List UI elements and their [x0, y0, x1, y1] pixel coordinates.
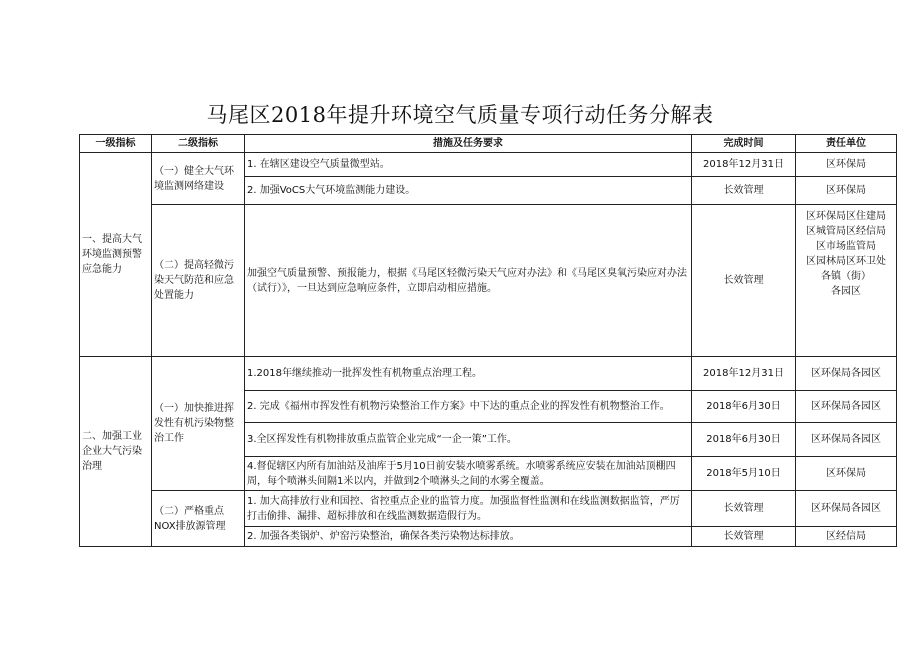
task-cell: 1. 在辖区建设空气质量微型站。: [245, 153, 692, 177]
level2-cell: （二）提高轻微污染天气防范和应急处置能力: [152, 205, 245, 357]
task-cell: 2. 加强VoCS大气环境监测能力建设。: [245, 177, 692, 205]
unit-cell: 区环保局: [796, 177, 897, 205]
level2-cell: （一）健全大气环境监测网络建设: [152, 153, 245, 205]
unit-cell: 区环保局: [796, 153, 897, 177]
unit-line: 区园林局区环卫处: [806, 256, 886, 267]
unit-line: 各园区: [831, 286, 861, 297]
time-cell: 长效管理: [692, 205, 796, 357]
time-cell: 2018年6月30日: [692, 391, 796, 423]
unit-cell: 区环保局: [796, 457, 897, 491]
unit-line: 区环保局区住建局: [806, 211, 886, 222]
header-row: [80, 135, 897, 153]
unit-cell: 区环保局各园区: [796, 491, 897, 527]
time-cell: 长效管理: [692, 177, 796, 205]
header-time: 完成时间: [692, 135, 796, 153]
time-cell: 2018年12月31日: [692, 153, 796, 177]
header-level2: 二级指标: [152, 135, 245, 153]
unit-cell: [796, 205, 897, 357]
task-cell: 加强空气质量预警、预报能力，根据《马尾区轻微污染天气应对办法》和《马尾区臭氧污染应对办法（试行）》，一旦达到应急响应条件，立即启动相应措施。: [245, 205, 692, 357]
header-task: 措施及任务要求: [245, 135, 692, 153]
unit-cell: 区环保局各园区: [796, 423, 897, 457]
task-table: [79, 134, 897, 547]
table-row: [80, 153, 897, 177]
unit-line: 各镇（街）: [821, 271, 871, 282]
time-cell: 长效管理: [692, 527, 796, 547]
header-level1: 一级指标: [80, 135, 152, 153]
time-cell: 2018年6月30日: [692, 423, 796, 457]
level1-cell: 二、加强工业企业大气污染治理: [80, 357, 152, 547]
level2-cell: （一）加快推进挥发性有机污染物整治工作: [152, 357, 245, 491]
task-cell: 1.2018年继续推动一批挥发性有机物重点治理工程。: [245, 357, 692, 391]
task-cell: 1. 加大高排放行业和国控、省控重点企业的监管力度。加强监督性监测和在线监测数据监管，严厉打击偷排、漏排、超标排放和在线监测数据造假行为。: [245, 491, 692, 527]
task-cell: 4.督促辖区内所有加油站及油库于5月10日前安装水喷雾系统。水喷雾系统应安装在加油站顶棚四周，每个喷淋头间隔1米以内，并做到2个喷淋头之间的水雾全覆盖。: [245, 457, 692, 491]
unit-line: 区城管局区经信局: [806, 226, 886, 237]
task-cell: 2. 加强各类锅炉、炉窑污染整治，确保各类污染物达标排放。: [245, 527, 692, 547]
level2-cell: （二）严格重点NOX排放源管理: [152, 491, 245, 547]
task-cell: 3.全区挥发性有机物排放重点监管企业完成“一企一策”工作。: [245, 423, 692, 457]
unit-cell: 区经信局: [796, 527, 897, 547]
unit-line: 区市场监管局: [816, 241, 876, 252]
task-cell: 2. 完成《福州市挥发性有机物污染整治工作方案》中下达的重点企业的挥发性有机物整治工作。: [245, 391, 692, 423]
table-row: [80, 491, 897, 527]
time-cell: 2018年12月31日: [692, 357, 796, 391]
table-row: [80, 357, 897, 391]
time-cell: 2018年5月10日: [692, 457, 796, 491]
unit-cell: 区环保局各园区: [796, 357, 897, 391]
level1-cell: 一、提高大气环境监测预警应急能力: [80, 153, 152, 357]
page-title: 马尾区2018年提升环境空气质量专项行动任务分解表: [206, 103, 714, 127]
header-unit: 责任单位: [796, 135, 897, 153]
table-row: [80, 205, 897, 357]
unit-cell: 区环保局各园区: [796, 391, 897, 423]
time-cell: 长效管理: [692, 491, 796, 527]
